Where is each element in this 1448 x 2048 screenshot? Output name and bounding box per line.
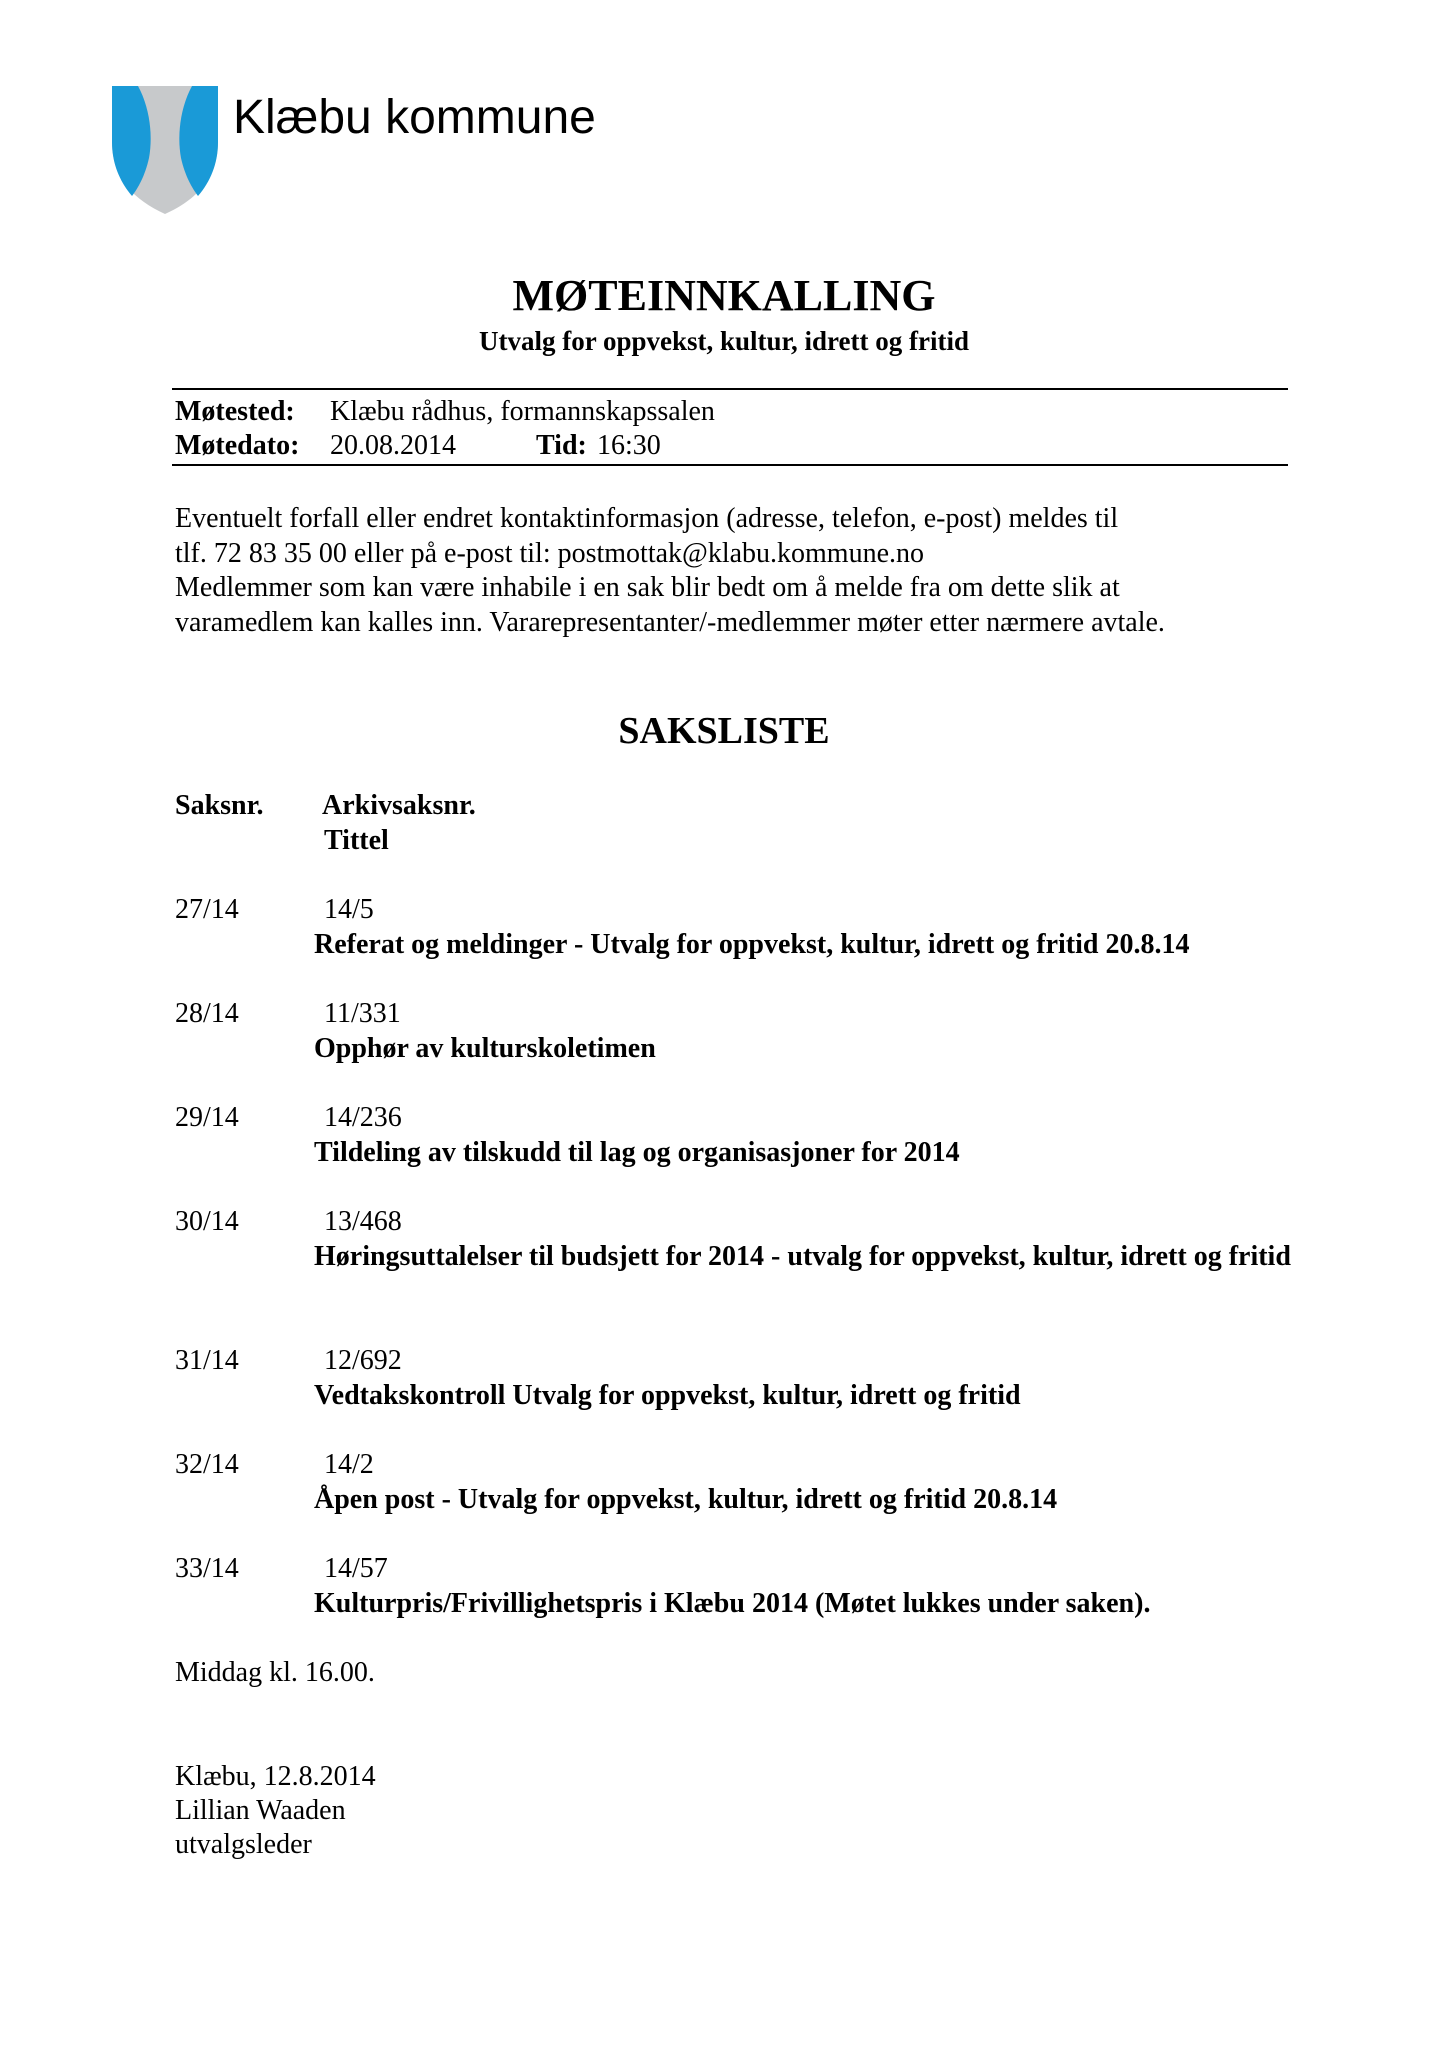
agenda-item-arkivsaksnr: 11/331: [324, 998, 401, 1029]
agenda-item-arkivsaksnr: 14/5: [324, 894, 374, 925]
meeting-date-label: Møtedato:: [175, 430, 300, 461]
agenda-item-saksnr: 27/14: [175, 894, 239, 925]
agenda-item-title: Tildeling av tilskudd til lag og organisasjoner for 2014: [314, 1136, 960, 1168]
agenda-item-title: Referat og meldinger - Utvalg for oppvekst, kultur, idrett og fritid 20.8.14: [314, 928, 1190, 960]
signature-name: Lillian Waaden: [175, 1795, 346, 1826]
meeting-date-row: [175, 428, 299, 464]
notice-line: tlf. 72 83 35 00 eller på e-post til: postmottak@klabu.kommune.no: [175, 537, 925, 569]
divider-top: [172, 388, 1288, 390]
agenda-item-title: Åpen post - Utvalg for oppvekst, kultur, idrett og fritid 20.8.14: [314, 1483, 1058, 1515]
agenda-item-saksnr: 29/14: [175, 1102, 239, 1133]
agenda-item-arkivsaksnr: 14/57: [324, 1553, 388, 1584]
agenda-item-arkivsaksnr: 14/2: [324, 1449, 374, 1480]
notice-line: Eventuelt forfall eller endret kontaktinformasjon (adresse, telefon, e-post) meldes til: [175, 503, 1119, 534]
agenda-item-title: Høringsuttalelser til budsjett for 2014 - utvalg for oppvekst, kultur, idrett og fritid: [314, 1240, 1291, 1272]
signature-role: utvalgsleder: [175, 1829, 312, 1860]
agenda-item-arkivsaksnr: 13/468: [324, 1206, 402, 1237]
agenda-item-arkivsaksnr: 14/236: [324, 1102, 402, 1133]
meeting-place-value: Klæbu rådhus, formannskapssalen: [330, 396, 715, 427]
agenda-item-saksnr: 31/14: [175, 1345, 239, 1376]
notice-line: varamedlem kan kalles inn. Vararepresentanter/-medlemmer møter etter nærmere avtale.: [175, 606, 1165, 638]
document-subtitle: Utvalg for oppvekst, kultur, idrett og fritid: [478, 326, 970, 356]
agenda-item-arkivsaksnr: 12/692: [324, 1345, 402, 1376]
dinner-note: Middag kl. 16.00.: [175, 1657, 375, 1688]
agenda-item-saksnr: 32/14: [175, 1449, 239, 1480]
agenda-item-title: Opphør av kulturskoletimen: [314, 1032, 656, 1064]
notice-paragraph: [175, 502, 1315, 640]
document-title: MØTEINNKALLING: [512, 271, 936, 320]
coat-of-arms-logo: [112, 86, 218, 214]
meeting-date-value: 20.08.2014: [330, 430, 456, 461]
agenda-item-title: Kulturpris/Frivillighetspris i Klæbu 2014 (Møtet lukkes under saken).: [314, 1587, 1151, 1619]
signature-place-date: Klæbu, 12.8.2014: [175, 1761, 376, 1792]
agenda-title: SAKSLISTE: [618, 710, 830, 752]
agenda-item-title: Vedtakskontroll Utvalg for oppvekst, kultur, idrett og fritid: [314, 1379, 1021, 1411]
agenda-item-saksnr: 28/14: [175, 998, 239, 1029]
column-header-tittel: Tittel: [324, 825, 389, 856]
column-header-saksnr: Saksnr.: [175, 790, 264, 821]
meeting-place-row: [175, 394, 295, 430]
municipality-name: Klæbu kommune: [233, 91, 596, 144]
agenda-item-saksnr: 33/14: [175, 1553, 239, 1584]
divider-bottom: [172, 464, 1288, 466]
meeting-time-value: 16:30: [597, 430, 661, 461]
column-header-arkivsaksnr: Arkivsaksnr.: [322, 790, 476, 821]
notice-line: Medlemmer som kan være inhabile i en sak blir bedt om å melde fra om dette slik at: [175, 572, 1120, 603]
meeting-place-label: Møtested:: [175, 396, 295, 427]
meeting-time-label: Tid:: [536, 430, 587, 461]
agenda-item-saksnr: 30/14: [175, 1206, 239, 1237]
